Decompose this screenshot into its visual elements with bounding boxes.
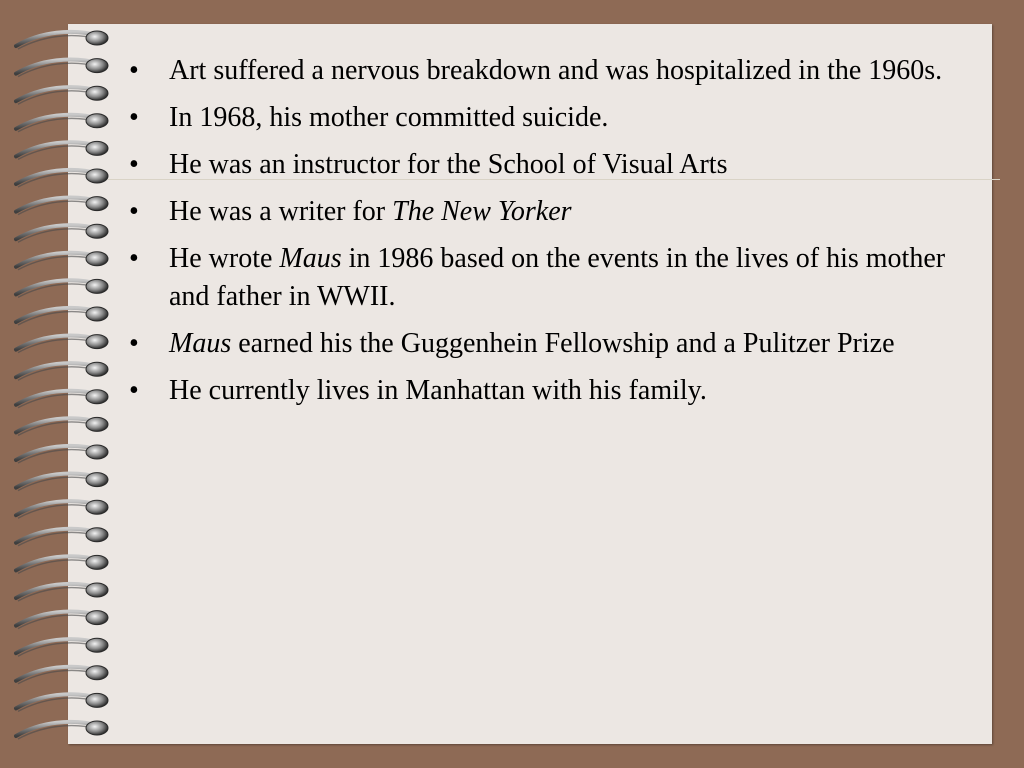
spiral-coil bbox=[16, 59, 108, 77]
spiral-coil bbox=[16, 114, 108, 132]
spiral-coil bbox=[16, 307, 108, 325]
spiral-coil bbox=[16, 279, 108, 297]
spiral-coil bbox=[16, 638, 108, 656]
spiral-binding-icon bbox=[0, 0, 130, 768]
spiral-coil bbox=[16, 583, 108, 601]
spiral-coil bbox=[16, 666, 108, 684]
spiral-coil bbox=[16, 224, 108, 242]
spiral-coil bbox=[16, 417, 108, 435]
bullet-italic-title: Maus bbox=[169, 328, 232, 359]
spiral-coil bbox=[16, 555, 108, 573]
spiral-coil bbox=[16, 197, 108, 215]
spiral-coil bbox=[16, 335, 108, 353]
spiral-coil bbox=[16, 31, 108, 49]
bullet-item bbox=[129, 99, 979, 137]
bullet-text: In 1968, his mother committed suicide. bbox=[169, 102, 609, 133]
spiral-coil bbox=[16, 169, 108, 187]
bullet-italic-title: The New Yorker bbox=[392, 196, 572, 227]
spiral-coil bbox=[16, 362, 108, 380]
bullet-item bbox=[129, 325, 979, 363]
bullet-item bbox=[129, 52, 979, 90]
spiral-coil bbox=[16, 721, 108, 739]
bullet-text: He currently lives in Manhattan with his family. bbox=[169, 375, 707, 406]
spiral-coil bbox=[16, 141, 108, 159]
spiral-coil bbox=[16, 252, 108, 270]
bullet-text: He wrote bbox=[169, 243, 280, 274]
spiral-coil bbox=[16, 86, 108, 104]
spiral-coil bbox=[16, 611, 108, 629]
bullet-item bbox=[129, 193, 979, 231]
bullet-text: Art suffered a nervous breakdown and was hospitalized in the 1960s. bbox=[169, 55, 943, 86]
bullet-item bbox=[129, 240, 979, 316]
spiral-coil bbox=[16, 473, 108, 491]
spiral-coil bbox=[16, 528, 108, 546]
bullet-text: He was an instructor for the School of Visual Arts bbox=[169, 149, 728, 180]
bullet-text: in 1986 based on the events in the lives of his mother and father in WWII. bbox=[169, 243, 946, 312]
bullet-item bbox=[129, 146, 979, 184]
spiral-coil bbox=[16, 445, 108, 463]
spiral-coil bbox=[16, 693, 108, 711]
bullet-text: earned his the Guggenhein Fellowship and a Pulitzer Prize bbox=[231, 328, 895, 359]
bullet-italic-title: Maus bbox=[279, 243, 342, 274]
spiral-coil bbox=[16, 500, 108, 518]
bullet-text: He was a writer for bbox=[169, 196, 393, 227]
spiral-coil bbox=[16, 390, 108, 408]
bullet-item bbox=[129, 372, 979, 410]
bullet-list bbox=[129, 52, 979, 419]
